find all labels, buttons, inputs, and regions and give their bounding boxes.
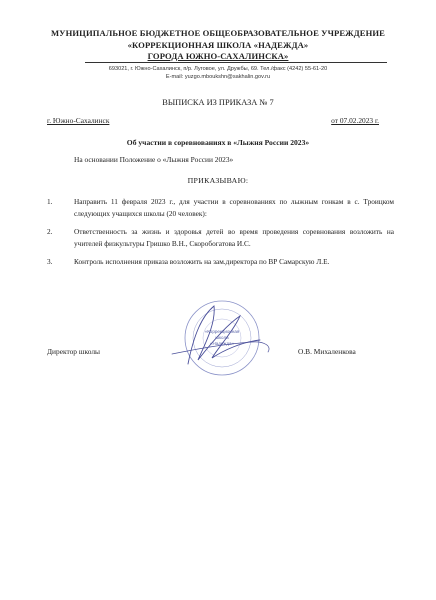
org-city: ГОРОДА ЮЖНО-САХАЛИНСКА» [147, 51, 289, 61]
order-item-number: 1. [47, 197, 53, 206]
org-name-line2: «КОРРЕКЦИОННАЯ ШКОЛА «НАДЕЖДА» [127, 40, 309, 50]
order-item-number: 2. [47, 227, 53, 236]
document-basis: На основании Положение о «Лыжня России 2023» [74, 155, 234, 164]
document-place: г. Южно-Сахалинск [47, 116, 110, 125]
stamp-text-line2: школа [215, 335, 229, 340]
order-item [47, 196, 394, 219]
org-name-line3 [0, 51, 436, 61]
document-subject: Об участии в соревнованиях в «Лыжня России 2023» [126, 138, 310, 147]
order-item-text: Ответственность за жизнь и здоровья детей во время проведения соревнования возложить на учителей физкультуры Гришко В.Н., Скоробогатова И.С. [74, 227, 394, 248]
org-name-line1: МУНИЦИПАЛЬНОЕ БЮДЖЕТНОЕ ОБЩЕОБРАЗОВАТЕЛЬНОЕ УЧРЕЖДЕНИЕ [50, 28, 386, 38]
org-email: E-mail: yuzgo.mboukshn@sakhalin.gov.ru [165, 74, 271, 80]
document-title: ВЫПИСКА ИЗ ПРИКАЗА № 7 [162, 98, 274, 107]
order-item-text: Контроль исполнения приказа возложить на зам.директора по ВР Самарскую Л.Е. [74, 257, 330, 266]
header-divider [85, 62, 387, 63]
signatory-role: Директор школы [47, 347, 100, 356]
order-heading: ПРИКАЗЫВАЮ: [187, 176, 249, 185]
order-item [47, 226, 394, 249]
order-item-number: 3. [47, 257, 53, 266]
document-date: от 07.02.2023 г. [331, 116, 379, 125]
school-stamp-and-signature [142, 294, 292, 394]
order-item [47, 256, 394, 268]
stamp-text-line1: «Коррекционная [204, 329, 240, 334]
stamp-text-line3: «Надежда» [210, 341, 234, 346]
order-item-text: Направить 11 февраля 2023 г., для участии в соревнованиях по лыжным гонкам в с. Троицком следующих учащихся школы (20 человек): [74, 197, 394, 218]
signatory-name: О.В. Михаленкова [298, 347, 356, 356]
org-address: 693021, г. Южно-Сахалинск, п/р. Луговое, ул. Дружбы, 69. Тел./факс (4242) 55-61-20 [108, 66, 328, 72]
